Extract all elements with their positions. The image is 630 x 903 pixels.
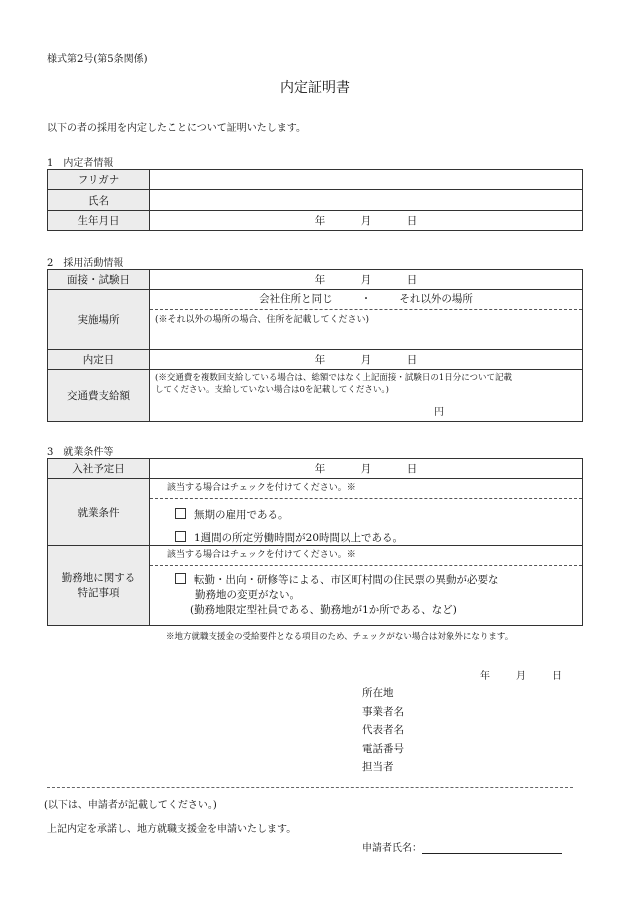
employer-phone-label: 電話番号	[362, 742, 404, 755]
workplace-item-1: 転勤・出向・研修等による、市区町村間の住民票の異動が必要な	[194, 574, 499, 586]
employer-contact-label: 担当者	[362, 761, 394, 773]
section3-heading: 3 就業条件等	[47, 447, 114, 458]
condition-hours-text: 1週間の所定労働時間が20時間以上である。	[194, 532, 404, 544]
month-unit: 月	[360, 463, 372, 475]
footnote: ※地方就職支援金の受給要件となる項目のため、チェックがない場合は対象外になります。	[166, 632, 514, 642]
checkbox[interactable]	[175, 573, 186, 584]
venue-note: (※それ以外の場所の場合、住所を記載してください)	[155, 315, 370, 325]
checkbox[interactable]	[175, 531, 186, 542]
conditions-label: 就業条件	[48, 479, 150, 546]
birthdate-label: 生年月日	[48, 211, 150, 231]
month-unit: 月	[516, 671, 526, 682]
furigana-label: フリガナ	[48, 170, 150, 190]
name-field[interactable]	[150, 190, 583, 211]
year-unit: 年	[314, 463, 326, 475]
day-unit: 日	[406, 354, 418, 366]
employer-address-label: 所在地	[362, 687, 394, 699]
employer-block	[362, 684, 404, 777]
birthdate-field[interactable]	[150, 211, 583, 231]
venue-option-other[interactable]: それ以外の場所	[399, 293, 473, 305]
workplace-field	[150, 546, 583, 626]
condition-permanent-text: 無期の雇用である。	[194, 509, 289, 521]
transport-note-2: してください。支給していない場合は0を記載してください。)	[155, 385, 389, 395]
conditions-instruction: 該当する場合はチェックを付けてください。※	[150, 479, 582, 499]
year-unit: 年	[314, 354, 326, 366]
workplace-label	[48, 546, 150, 626]
day-unit: 日	[406, 463, 418, 475]
day-unit: 日	[406, 274, 418, 286]
page-title: 内定証明書	[280, 80, 350, 96]
applicant-name[interactable]	[362, 839, 562, 854]
employment-conditions-table	[47, 458, 583, 626]
transport-label: 交通費支給額	[48, 370, 150, 422]
condition-permanent[interactable]	[150, 499, 582, 522]
year-unit: 年	[314, 215, 326, 227]
sign-date[interactable]	[480, 667, 562, 682]
year-unit: 年	[480, 671, 490, 682]
applicant-statement: 上記内定を承諾し、地方就職支援金を申請いたします。	[47, 824, 297, 835]
conditions-field	[150, 479, 583, 546]
interview-date-field[interactable]	[150, 270, 583, 290]
year-unit: 年	[314, 274, 326, 286]
transport-field[interactable]	[150, 370, 583, 422]
workplace-item-2: 勤務地の変更がない。	[195, 589, 300, 601]
divider	[47, 787, 573, 788]
section2-heading: 2 採用活動情報	[47, 258, 124, 269]
day-unit: 日	[552, 671, 562, 682]
offer-date-label: 内定日	[48, 350, 150, 370]
name-label: 氏名	[48, 190, 150, 211]
month-unit: 月	[360, 274, 372, 286]
recruitment-info-table	[47, 269, 583, 422]
applicant-name-line[interactable]	[422, 841, 562, 854]
transport-unit: 円	[434, 407, 444, 418]
workplace-instruction: 該当する場合はチェックを付けてください。※	[150, 546, 582, 566]
interview-date-label: 面接・試験日	[48, 270, 150, 290]
form-number: 様式第2号(第5条関係)	[47, 54, 148, 65]
checkbox[interactable]	[175, 508, 186, 519]
month-unit: 月	[360, 215, 372, 227]
venue-option-same[interactable]: 会社住所と同じ	[259, 293, 333, 305]
employer-representative-label: 代表者名	[362, 724, 404, 736]
workplace-label-1: 勤務地に関する	[61, 571, 136, 584]
day-unit: 日	[406, 215, 418, 227]
transport-note-1: (※交通費を複数回支給している場合は、総額ではなく上記面接・試験日の1日分について記載	[155, 373, 513, 383]
section1-heading: 1 内定者情報	[47, 158, 114, 169]
start-date-field[interactable]	[150, 459, 583, 479]
condition-hours[interactable]	[150, 522, 582, 545]
venue-label: 実施場所	[48, 290, 150, 350]
venue-field[interactable]	[150, 290, 583, 350]
employer-company-label: 事業者名	[362, 705, 404, 718]
workplace-item-3: (勤務地限定型社員である、勤務地が1か所である、など)	[190, 604, 457, 616]
workplace-item[interactable]	[150, 566, 582, 618]
applicant-name-label: 申請者氏名：	[362, 843, 422, 854]
start-date-label: 入社予定日	[48, 459, 150, 479]
month-unit: 月	[360, 354, 372, 366]
candidate-info-table	[47, 169, 583, 231]
venue-separator: ・	[360, 293, 372, 305]
offer-date-field[interactable]	[150, 350, 583, 370]
furigana-field[interactable]	[150, 170, 583, 190]
intro-text: 以下の者の採用を内定したことについて証明いたします。	[47, 123, 306, 134]
applicant-note: (以下は、申請者が記載してください。)	[44, 800, 217, 811]
workplace-label-2: 特記事項	[77, 586, 120, 599]
